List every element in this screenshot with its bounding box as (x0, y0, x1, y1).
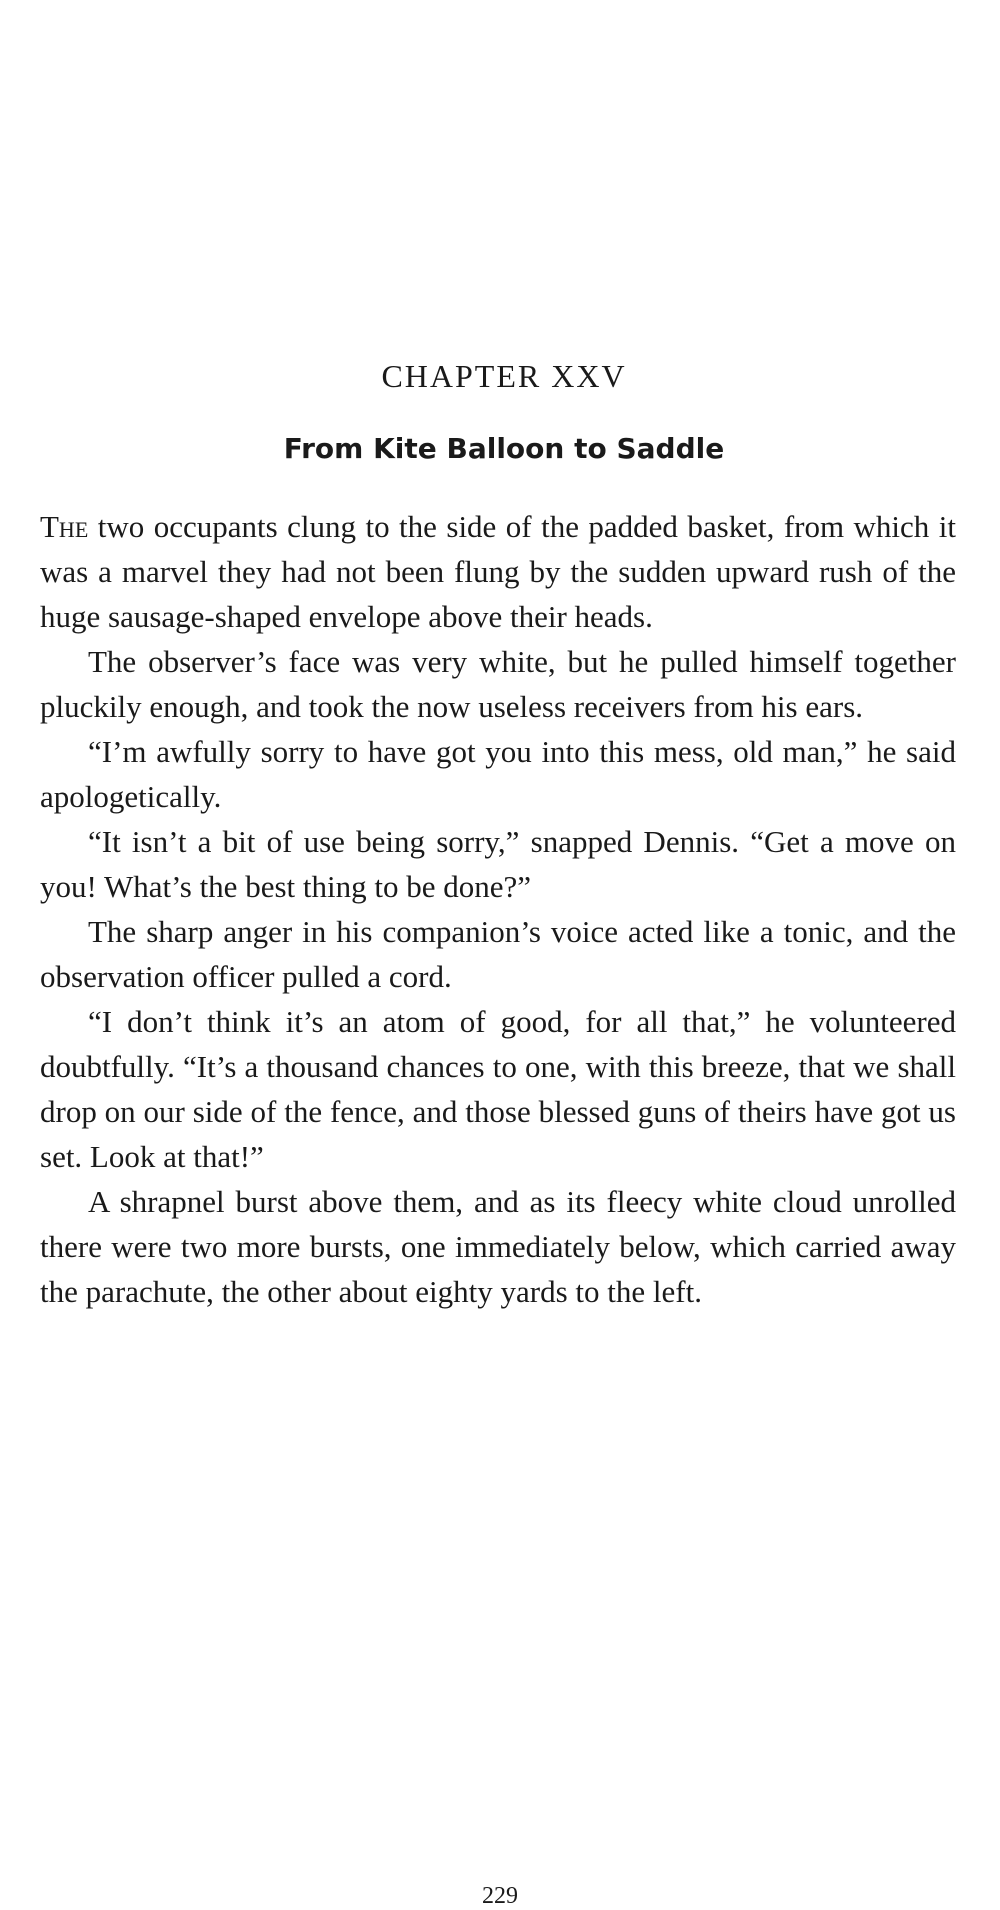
chapter-title: From Kite Balloon to Saddle (283, 432, 725, 465)
paragraph-7: A shrapnel burst above them, and as its fleecy white cloud unrolled there were two more bursts, one immediately below, which carried away the parachute, the other about eighty yards to the left. (40, 1184, 956, 1309)
paragraph-5: The sharp anger in his companion’s voice acted like a tonic, and the observation officer pulled a cord. (40, 914, 956, 994)
chapter-body (40, 504, 956, 1314)
chapter-number: CHAPTER XXV (381, 358, 627, 394)
paragraph-2: The observer’s face was very white, but he pulled himself together pluckily enough, and took the now useless receivers from his ears. (40, 644, 956, 724)
paragraph-3: “I’m awfully sorry to have got you into this mess, old man,” he said apologetically. (40, 734, 956, 814)
page-number: 229 (482, 1883, 518, 1909)
paragraph-1 (40, 504, 956, 639)
paragraph-6: “I don’t think it’s an atom of good, for all that,” he volunteered doubtfully. “It’s a thousand chances to one, with this breeze, that we shall drop on our side of the fence, and those blessed guns of theirs have got us set. Look at that!” (40, 1004, 956, 1174)
paragraph-1-text: two occupants clung to the side of the padded basket, from which it was a marvel they had not been flung by the sudden upward rush of the huge sausage-shaped envelope above their heads. (40, 509, 956, 634)
paragraph-4: “It isn’t a bit of use being sorry,” snapped Dennis. “Get a move on you! What’s the best thing to be done?” (40, 824, 956, 904)
lead-word: The (40, 509, 89, 544)
